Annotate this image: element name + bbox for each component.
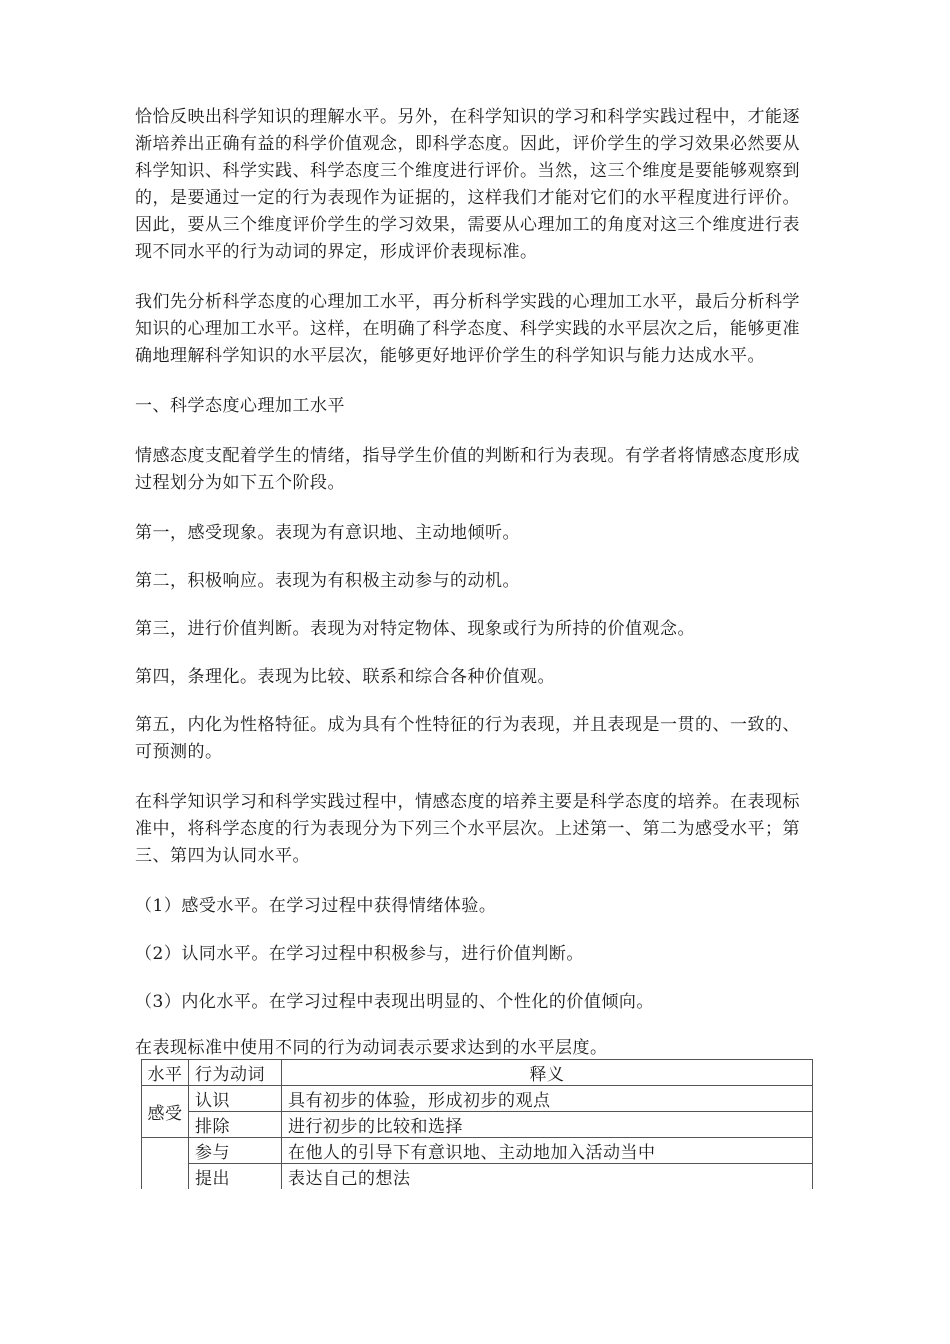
verb-table xyxy=(141,1059,813,1189)
level-2: （2）认同水平。在学习过程中积极参与，进行价值判断。 xyxy=(135,944,584,964)
paragraph-2: 我们先分析科学态度的心理加工水平，再分析科学实践的心理加工水平，最后分析科学知识的心理加工水平。这样，在明确了科学态度、科学实践的水平层次之后，能够更准确地理解科学知识的水平层次，能够更好地评价学生的科学知识与能力达成水平。 xyxy=(135,292,800,366)
paragraph-1: 恰恰反映出科学知识的理解水平。另外，在科学知识的学习和科学实践过程中，才能逐渐培养出正确有益的科学价值观念，即科学态度。因此，评价学生的学习效果必然要从科学知识、科学实践、科学态度三个维度进行评价。当然，这三个维度是要能够观察到的，是要通过一定的行为表现作为证据的，这样我们才能对它们的水平程度进行评价。因此，要从三个维度评价学生的学习效果，需要从心理加工的角度对这三个维度进行表现不同水平的行为动词的界定，形成评价表现标准。 xyxy=(135,107,800,262)
intro-paragraph: 情感态度支配着学生的情绪，指导学生价值的判断和行为表现。有学者将情感态度形成过程划分为如下五个阶段。 xyxy=(135,446,800,493)
document-page xyxy=(135,104,815,1189)
definition-cell: 在他人的引导下有意识地、主动地加入活动当中 xyxy=(282,1138,813,1164)
verb-cell: 参与 xyxy=(189,1138,282,1164)
definition-cell: 进行初步的比较和选择 xyxy=(282,1112,813,1138)
table-row xyxy=(142,1086,813,1112)
definition-cell: 具有初步的体验，形成初步的观点 xyxy=(282,1086,813,1112)
stage-5: 第五，内化为性格特征。成为具有个性特征的行为表现，并且表现是一贯的、一致的、可预测的。 xyxy=(135,715,800,762)
verb-cell: 提出 xyxy=(189,1164,282,1190)
section-heading: 一、科学态度心理加工水平 xyxy=(135,396,345,416)
summary-paragraph: 在科学知识学习和科学实践过程中，情感态度的培养主要是科学态度的培养。在表现标准中，将科学态度的行为表现分为下列三个水平层次。上述第一、第二为感受水平；第三、第四为认同水平。 xyxy=(135,792,800,866)
verb-cell: 认识 xyxy=(189,1086,282,1112)
level-3: （3）内化水平。在学习过程中表现出明显的、个性化的价值倾向。 xyxy=(135,992,654,1012)
table-row xyxy=(142,1138,813,1164)
verb-cell: 排除 xyxy=(189,1112,282,1138)
table-caption: 在表现标准中使用不同的行为动词表示要求达到的水平层度。 xyxy=(135,1038,608,1058)
table-header-row xyxy=(142,1060,813,1086)
stage-3: 第三，进行价值判断。表现为对特定物体、现象或行为所持的价值观念。 xyxy=(135,619,695,639)
stage-4: 第四，条理化。表现为比较、联系和综合各种价值观。 xyxy=(135,667,555,687)
level-cell-feel: 感受 xyxy=(142,1086,189,1138)
definition-cell: 表达自己的想法 xyxy=(282,1164,813,1190)
stage-2: 第二，积极响应。表现为有积极主动参与的动机。 xyxy=(135,571,520,591)
header-definition: 释义 xyxy=(282,1060,813,1086)
level-cell-empty xyxy=(142,1138,189,1190)
stage-1: 第一，感受现象。表现为有意识地、主动地倾听。 xyxy=(135,523,520,543)
header-level: 水平 xyxy=(142,1060,189,1086)
level-1: （1）感受水平。在学习过程中获得情绪体验。 xyxy=(135,896,497,916)
header-verb: 行为动词 xyxy=(189,1060,282,1086)
table-row xyxy=(142,1164,813,1190)
table-row xyxy=(142,1112,813,1138)
